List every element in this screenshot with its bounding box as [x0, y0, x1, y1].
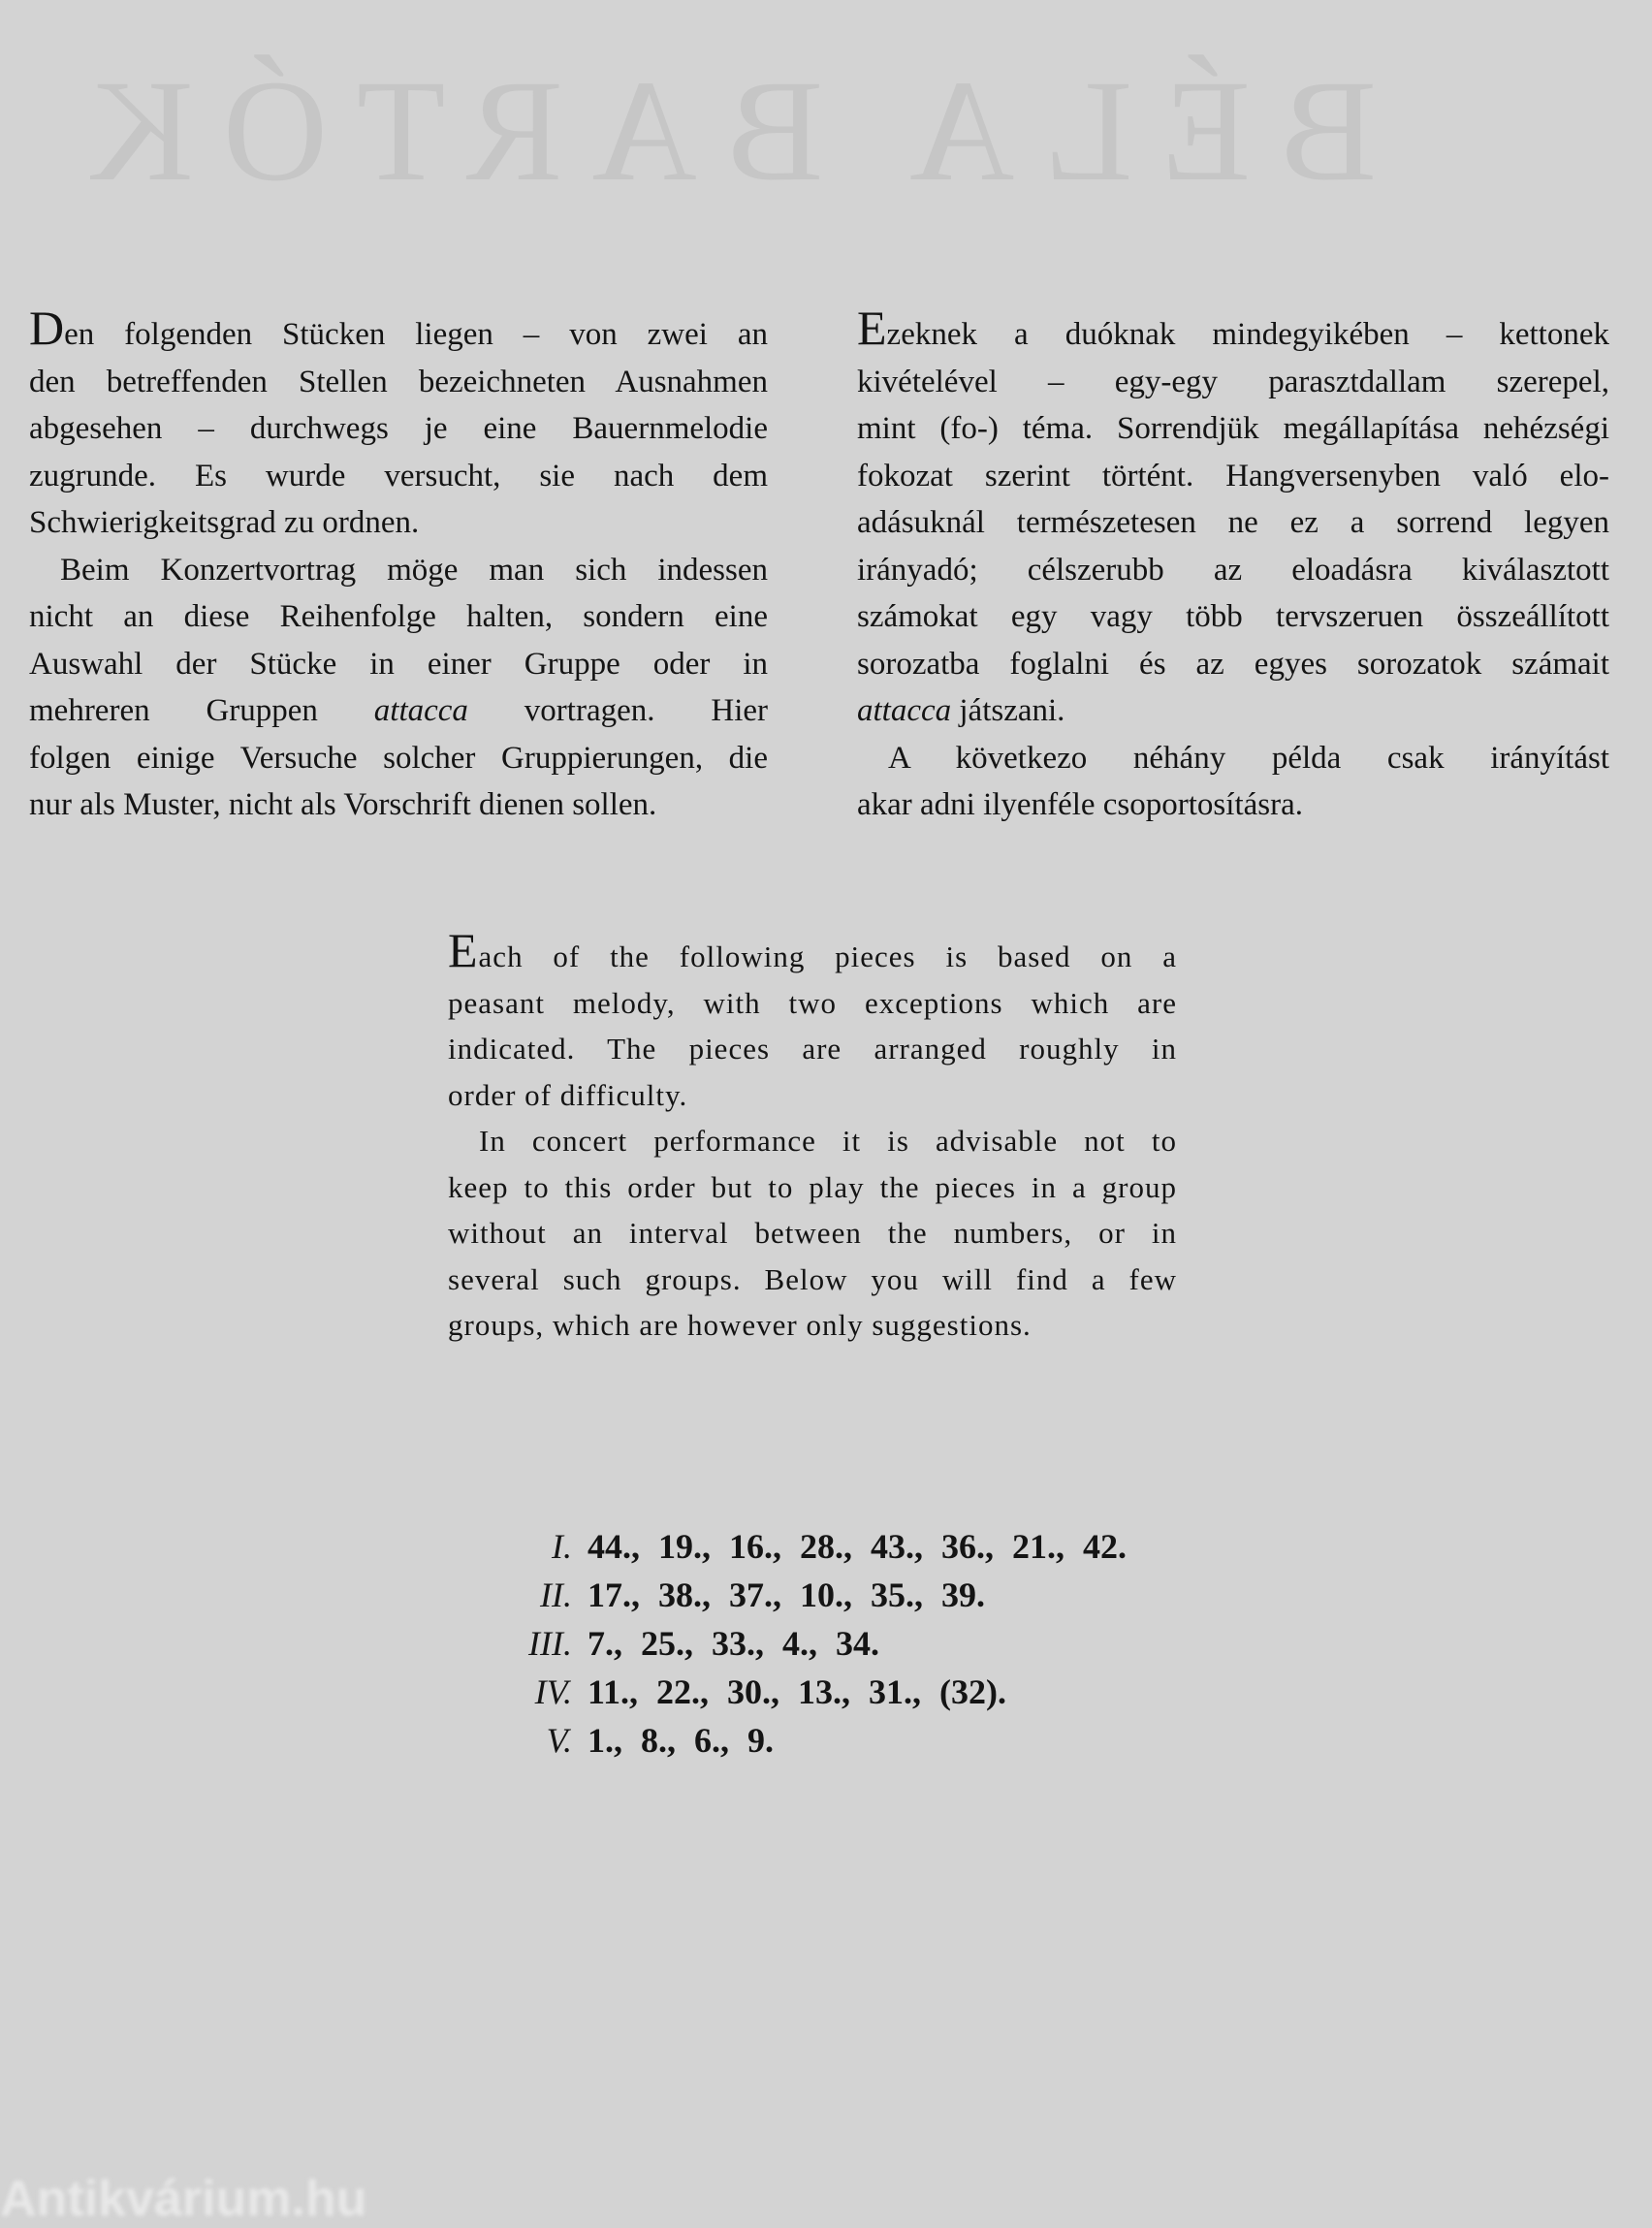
text-line: groups, which are however only suggestions.: [448, 1308, 1032, 1342]
text-line: several such groups. Below you will find a few: [448, 1261, 1177, 1296]
text-line: peasant melody, with two exceptions which are: [448, 985, 1177, 1020]
hungarian-paragraph: [857, 735, 1609, 829]
text-line: Ezeknek a duóknak mindegyikében – kettonek: [857, 301, 1609, 355]
group-pieces: 7., 25., 33., 4., 34.: [588, 1624, 879, 1663]
show-through-title: BÉLA BARTÓK: [59, 50, 1377, 211]
group-numeral: IV.: [534, 1672, 572, 1711]
text-line: Den folgenden Stücken liegen – von zwei an: [29, 301, 768, 355]
hungarian-text: [857, 301, 1609, 829]
group-row: [504, 1522, 1127, 1571]
english-text: [448, 923, 1177, 1349]
text-line: order of difficulty.: [448, 1077, 688, 1112]
group-numeral: I.: [552, 1527, 572, 1566]
english-paragraph: [448, 1118, 1177, 1349]
text-line: mehreren Gruppen attacca vortragen. Hier: [29, 693, 768, 728]
text-line: without an interval between the numbers, or in: [448, 1216, 1177, 1250]
group-row: [504, 1571, 1127, 1619]
text-line: kivételével – egy-egy parasztdallam szerepel,: [857, 364, 1609, 399]
watermark: Antikvárium.hu: [0, 2171, 367, 2227]
text-line: Each of the following pieces is based on a: [448, 923, 1177, 977]
group-numeral: II.: [540, 1576, 572, 1614]
text-line: indicated. The pieces are arranged roughly in: [448, 1032, 1177, 1066]
text-line: In concert performance it is advisable not to: [479, 1124, 1177, 1158]
text-line: fokozat szerint történt. Hangversenyben való elo-: [857, 458, 1609, 493]
text-line: zugrunde. Es wurde versucht, sie nach dem: [29, 458, 768, 493]
text-line: számokat egy vagy több tervszeruen összeállított: [857, 599, 1609, 634]
text-line: Schwierigkeitsgrad zu ordnen.: [29, 505, 420, 540]
text-line: nicht an diese Reihenfolge halten, sondern eine: [29, 599, 768, 634]
text-line: abgesehen – durchwegs je eine Bauernmelodie: [29, 411, 768, 446]
group-numeral: V.: [546, 1721, 572, 1760]
group-row: [504, 1716, 1127, 1765]
hungarian-paragraph: [857, 301, 1609, 735]
german-paragraph: [29, 301, 768, 547]
group-list: [504, 1522, 1127, 1765]
group-row: [504, 1619, 1127, 1668]
text-line: A következo néhány példa csak irányítást: [888, 740, 1609, 776]
text-line: attacca játszani.: [857, 693, 1065, 728]
text-line: adásuknál természetesen ne ez a sorrend legyen: [857, 505, 1609, 540]
english-paragraph: [448, 923, 1177, 1118]
text-line: akar adni ilyenféle csoportosításra.: [857, 787, 1303, 822]
group-pieces: 44., 19., 16., 28., 43., 36., 21., 42.: [588, 1527, 1127, 1566]
text-line: mint (fo-) téma. Sorrendjük megállapítása nehézségi: [857, 411, 1609, 446]
text-line: den betreffenden Stellen bezeichneten Ausnahmen: [29, 364, 768, 399]
text-line: irányadó; célszerubb az eloadásra kiválasztott: [857, 552, 1609, 588]
german-paragraph: [29, 547, 768, 829]
text-line: Auswahl der Stücke in einer Gruppe oder in: [29, 646, 768, 682]
group-pieces: 1., 8., 6., 9.: [588, 1721, 774, 1760]
text-line: folgen einige Versuche solcher Gruppierungen, die: [29, 740, 768, 776]
text-line: Beim Konzertvortrag möge man sich indessen: [60, 552, 768, 588]
text-line: keep to this order but to play the pieces in a group: [448, 1169, 1177, 1204]
group-pieces: 11., 22., 30., 13., 31., (32).: [588, 1672, 1006, 1711]
group-pieces: 17., 38., 37., 10., 35., 39.: [588, 1576, 985, 1614]
group-numeral: III.: [528, 1624, 572, 1663]
german-text: [29, 301, 768, 829]
group-row: [504, 1668, 1127, 1716]
text-line: sorozatba foglalni és az egyes sorozatok számait: [857, 646, 1609, 682]
text-line: nur als Muster, nicht als Vorschrift dienen sollen.: [29, 787, 657, 822]
